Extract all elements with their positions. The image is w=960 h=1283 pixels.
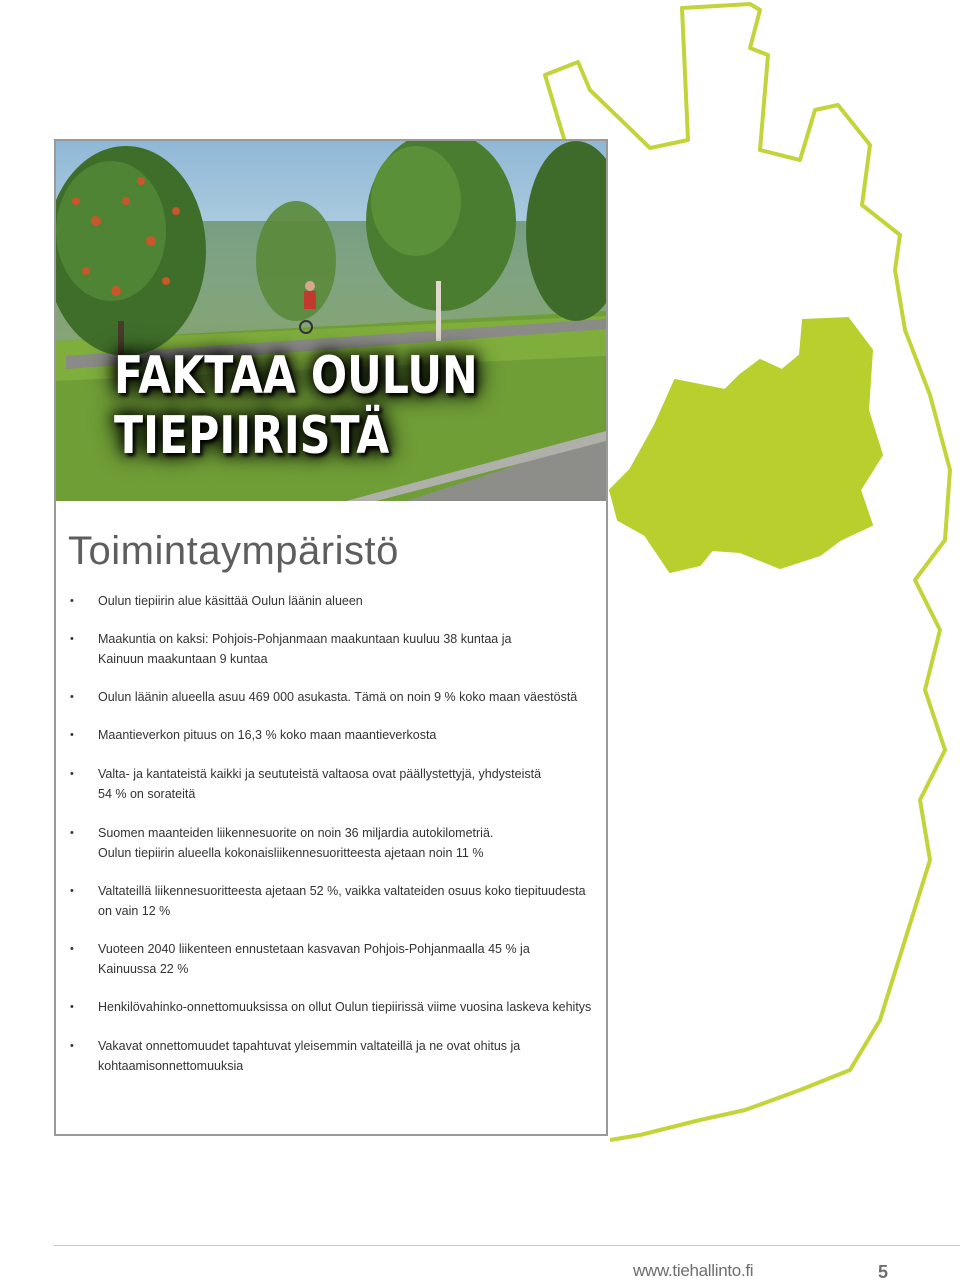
bullet-line: Maantieverkon pituus on 16,3 % koko maan maantieverkosta xyxy=(98,728,437,742)
list-item xyxy=(98,725,598,745)
headline xyxy=(114,346,478,466)
footer-url-link[interactable]: www.tiehallinto.fi xyxy=(633,1261,754,1280)
bullet-line: Maakuntia on kaksi: Pohjois-Pohjanmaan maakuntaan kuuluu 38 kuntaa ja xyxy=(98,632,512,646)
bullet-line: Vakavat onnettomuudet tapahtuvat yleisemmin valtateillä ja ne ovat ohitus ja xyxy=(98,1039,521,1053)
bullet-line: Oulun tiepiirin alueella kokonaisliikennesuoritteesta ajetaan noin 11 % xyxy=(98,846,484,860)
bullet-line: kohtaamisonnettomuuksia xyxy=(98,1059,244,1073)
list-item xyxy=(98,687,598,707)
list-item xyxy=(98,997,598,1017)
bullet-line: on vain 12 % xyxy=(98,904,171,918)
footer-divider xyxy=(54,1245,960,1246)
list-item xyxy=(98,881,598,921)
bullet-line: Kainuussa 22 % xyxy=(98,962,189,976)
list-item xyxy=(98,764,598,804)
bullet-line: Henkilövahinko-onnettomuuksissa on ollut Oulun tiepiirissä viime vuosina laskeva kehitys xyxy=(98,1000,592,1014)
headline-line-2: TIEPIIRISTÄ xyxy=(114,406,390,466)
road-photo xyxy=(56,141,606,501)
headline-line-1: FAKTAA OULUN xyxy=(114,346,478,406)
list-item xyxy=(98,1036,598,1076)
bullet-line: Vuoteen 2040 liikenteen ennustetaan kasvavan Pohjois-Pohjanmaalla 45 % ja xyxy=(98,942,530,956)
list-item xyxy=(98,629,598,669)
bullet-line: 54 % on sorateitä xyxy=(98,787,196,801)
fact-card xyxy=(54,139,608,1136)
bullet-line: Suomen maanteiden liikennesuorite on noin 36 miljardia autokilometriä. xyxy=(98,826,494,840)
section-title: Toimintaympäristö xyxy=(68,529,399,573)
bullet-line: Kainuun maakuntaan 9 kuntaa xyxy=(98,652,268,666)
bullet-line: Valta- ja kantateistä kaikki ja seututeistä valtaosa ovat päällystettyjä, yhdysteistä xyxy=(98,767,542,781)
bullet-line: Oulun läänin alueella asuu 469 000 asukasta. Tämä on noin 9 % koko maan väestöstä xyxy=(98,690,578,704)
oulu-province xyxy=(610,318,882,572)
page-number: 5 xyxy=(878,1262,889,1282)
list-item xyxy=(98,591,598,611)
list-item xyxy=(98,823,598,863)
bullet-line: Oulun tiepiirin alue käsittää Oulun läänin alueen xyxy=(98,594,363,608)
bullet-line: Valtateillä liikennesuoritteesta ajetaan 52 %, vaikka valtateiden osuus koko tiepituudesta xyxy=(98,884,586,898)
list-item xyxy=(98,939,598,979)
